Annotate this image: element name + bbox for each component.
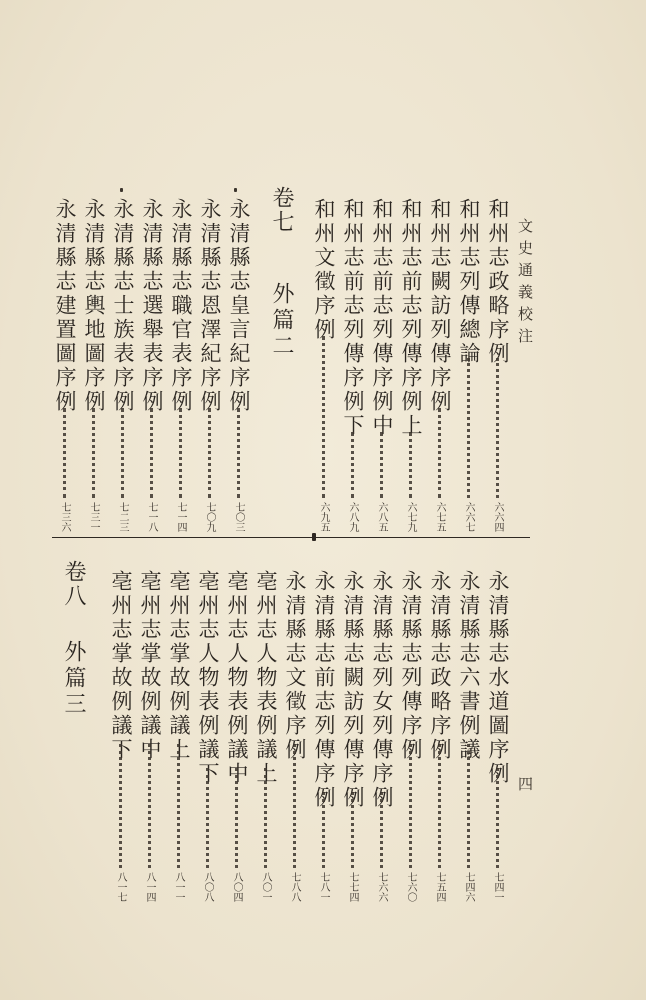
dot-leader	[496, 358, 502, 498]
divider-mark	[312, 533, 316, 541]
dot-leader	[322, 792, 328, 868]
dot-leader	[235, 768, 241, 868]
toc-entry-title: 永清縣志職官表序例	[169, 198, 193, 414]
toc-entry-page: 八一七	[115, 872, 126, 902]
toc-entry-page: 七一四	[175, 502, 186, 532]
dot-leader	[179, 408, 185, 498]
toc-entry-title: 和州志前志列傳序例中	[370, 198, 394, 438]
dot-leader	[121, 408, 127, 498]
toc-entry-page: 七七四	[347, 872, 358, 902]
dot-leader	[322, 336, 328, 498]
dot-leader	[438, 408, 444, 498]
dot-leader	[438, 744, 444, 868]
toc-entry-title: 永清縣志選舉表序例	[140, 198, 164, 414]
toc-entry-page: 七二三	[117, 502, 128, 532]
toc-entry-title: 永清縣志皇言紀序例	[227, 198, 251, 414]
toc-entry-page: 八〇八	[202, 872, 213, 902]
toc-entry-page: 七〇九	[204, 502, 215, 532]
toc-entry-title: 永清縣志水道圖序例	[486, 570, 510, 786]
toc-entry-title: 亳州志掌故例議下	[109, 570, 133, 762]
toc-entry-title: 亳州志掌故例議中	[138, 570, 162, 762]
toc-entry-page: 六八五	[376, 502, 387, 532]
toc-entry-page: 七三一	[88, 502, 99, 532]
dot-leader	[206, 768, 212, 868]
toc-entry-title: 亳州志掌故例議上	[167, 570, 191, 762]
toc-entry-title: 和州志前志列傳序例下	[341, 198, 365, 438]
dot-leader	[293, 744, 299, 868]
toc-entry-page: 六九五	[318, 502, 329, 532]
toc-entry-title: 永清縣志建置圖序例	[53, 198, 77, 414]
page-number: 四	[516, 776, 534, 791]
toc-entry-page: 七八八	[289, 872, 300, 902]
juan-section: 外篇三	[61, 640, 86, 718]
dot-leader	[148, 744, 154, 868]
dot-leader	[177, 744, 183, 868]
section-divider	[52, 537, 530, 538]
toc-entry-page: 七四一	[492, 872, 503, 902]
toc-entry-page: 七五四	[434, 872, 445, 902]
toc-entry-page: 七三六	[59, 502, 70, 532]
toc-entry-page: 七六〇	[405, 872, 416, 902]
dot-leader	[380, 792, 386, 868]
juan-heading: 卷七	[269, 186, 294, 234]
toc-entry-title: 永清縣志恩澤紀序例	[198, 198, 222, 414]
toc-entry-title: 永清縣志士族表序例	[111, 198, 135, 414]
ink-speck	[234, 188, 237, 192]
toc-entry-page: 七四六	[463, 872, 474, 902]
toc-entry-page: 八一一	[173, 872, 184, 902]
toc-entry-title: 永清縣志列傳序例	[399, 570, 423, 762]
dot-leader	[92, 408, 98, 498]
toc-entry-title: 亳州志人物表例議上	[254, 570, 278, 786]
dot-leader	[351, 792, 357, 868]
toc-entry-title: 永清縣志列女列傳序例	[370, 570, 394, 810]
toc-entry-title: 和州文徵序例	[312, 198, 336, 342]
dot-leader	[237, 408, 243, 498]
dot-leader	[351, 432, 357, 498]
running-head: 文史通義校注	[516, 218, 534, 350]
juan-section: 外篇二	[269, 282, 294, 360]
toc-entry-page: 八一四	[144, 872, 155, 902]
dot-leader	[409, 432, 415, 498]
toc-entry-page: 七八一	[318, 872, 329, 902]
toc-entry-page: 八〇四	[231, 872, 242, 902]
toc-entry-page: 七〇三	[233, 502, 244, 532]
dot-leader	[119, 744, 125, 868]
dot-leader	[208, 408, 214, 498]
toc-entry-page: 六八九	[347, 502, 358, 532]
toc-entry-title: 和州志闕訪列傳序例	[428, 198, 452, 414]
juan-heading: 卷八	[61, 560, 86, 608]
toc-entry-title: 和州志列傳總論	[457, 198, 481, 366]
dot-leader	[467, 358, 473, 498]
toc-entry-title: 亳州志人物表例議中	[225, 570, 249, 786]
toc-entry-title: 亳州志人物表例議下	[196, 570, 220, 786]
dot-leader	[496, 768, 502, 868]
toc-entry-title: 永清縣志前志列傳序例	[312, 570, 336, 810]
toc-entry-page: 六七九	[405, 502, 416, 532]
dot-leader	[467, 744, 473, 868]
toc-entry-page: 六六四	[492, 502, 503, 532]
ink-speck	[120, 188, 123, 192]
toc-entry-title: 永清縣志闕訪列傳序例	[341, 570, 365, 810]
toc-entry-page: 八〇一	[260, 872, 271, 902]
toc-entry-page: 六七五	[434, 502, 445, 532]
toc-entry-title: 永清縣志輿地圖序例	[82, 198, 106, 414]
dot-leader	[380, 432, 386, 498]
toc-entry-page: 七一八	[146, 502, 157, 532]
toc-entry-page: 六六七	[463, 502, 474, 532]
dot-leader	[264, 768, 270, 868]
toc-entry-title: 和州志前志列傳序例上	[399, 198, 423, 438]
toc-entry-page: 七六六	[376, 872, 387, 902]
dot-leader	[150, 408, 156, 498]
toc-entry-title: 永清縣志政略序例	[428, 570, 452, 762]
dot-leader	[63, 408, 69, 498]
toc-entry-title: 永清縣志六書例議	[457, 570, 481, 762]
toc-entry-title: 永清縣志文徵序例	[283, 570, 307, 762]
toc-entry-title: 和州志政略序例	[486, 198, 510, 366]
dot-leader	[409, 744, 415, 868]
